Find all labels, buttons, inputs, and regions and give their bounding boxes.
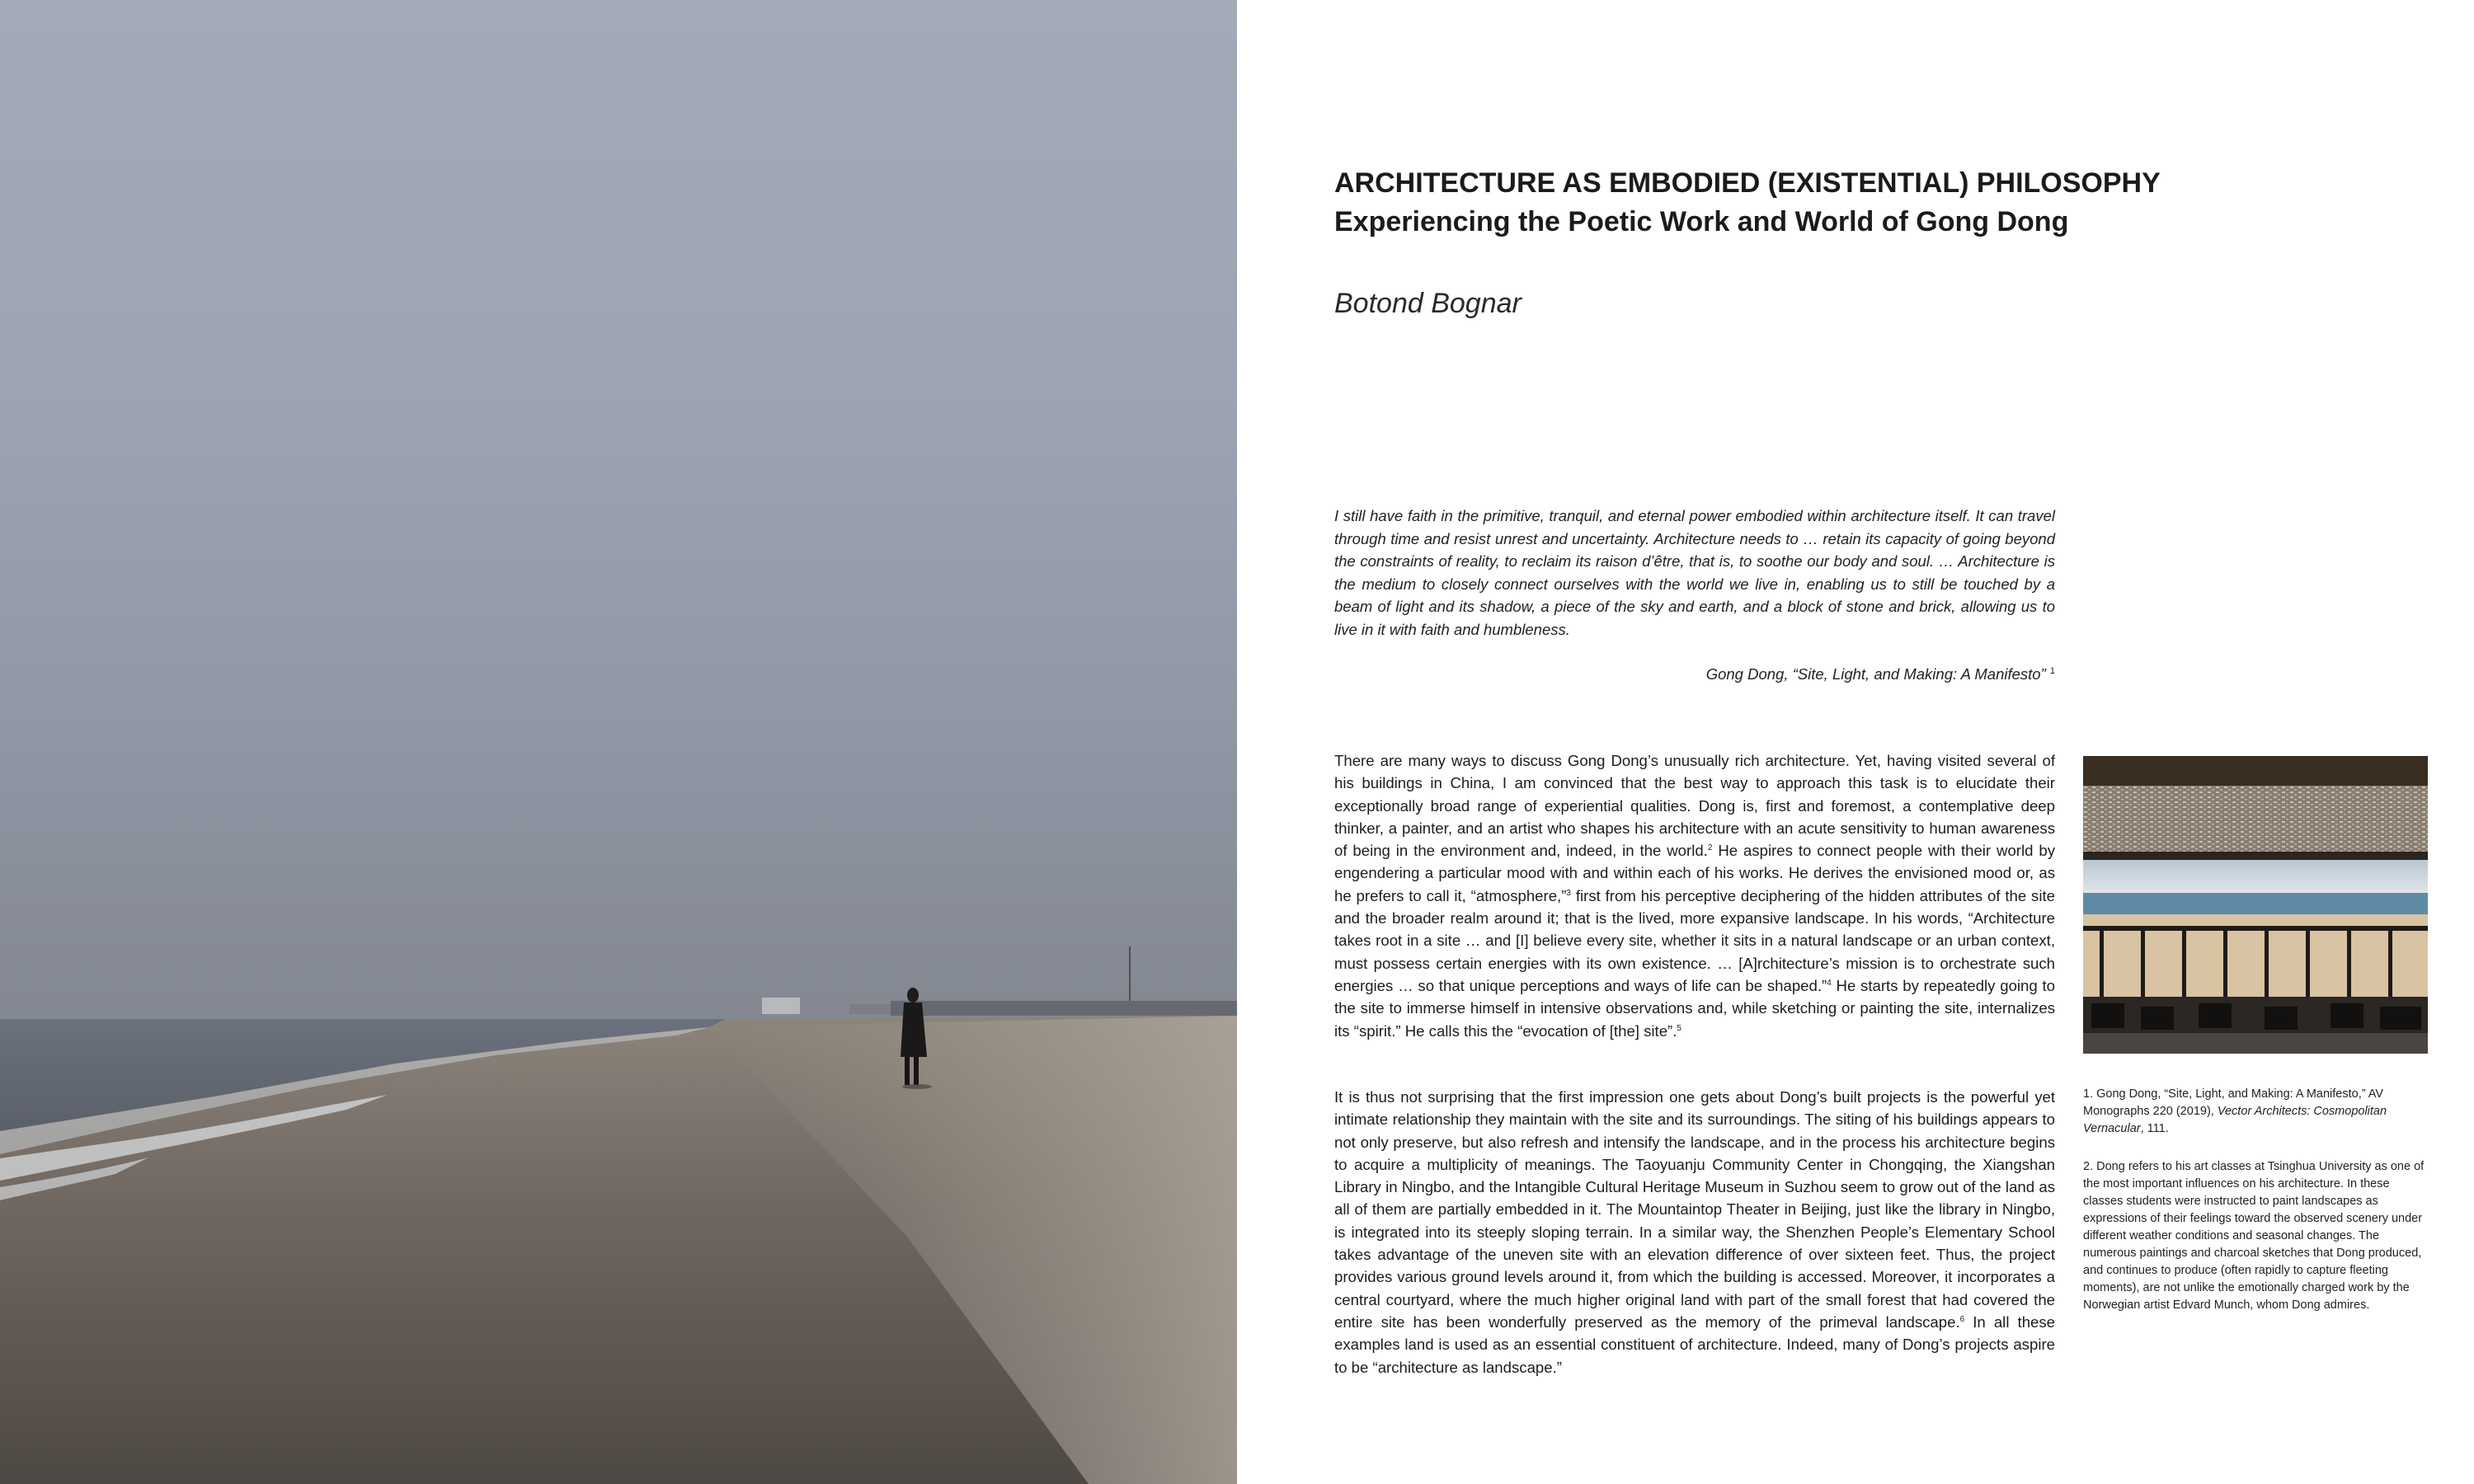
article-title: ARCHITECTURE AS EMBODIED (EXISTENTIAL) PHILOSOPHY (1334, 167, 2161, 199)
body-text-span: first from his perceptive deciphering of the hidden attributes of the site and the broader realm around it; that is the lived, more expansive landscape. In his words, “Architecture takes root in a site … and [I] believe every site, whether it sits in a natural landscape or an urban context, must possess certain energies with its own existence. … [A]rchitecture’s mission is to orchestrate such energies … so that unique perceptions and ways of life can be shaped.” (1334, 886, 2055, 994)
body-text-span: He starts by repeatedly going to the site to immerse himself in intensive observations and, while sketching or painting the site, internalizes its “spirit.” He calls this the “evocation of [the] site”. (1334, 976, 2055, 1040)
distant-treeline (891, 1001, 1237, 1016)
figure-shadow (902, 1084, 932, 1089)
sea-view (2083, 893, 2428, 914)
interior-scene (2083, 756, 2428, 1054)
body-text-span: He aspires to connect people with their world by engendering a particular mood with and within each of his works. He derives the envisioned mood or, as he prefers to call it, “atmosphere,” (1334, 842, 2055, 904)
lintel (2083, 852, 2428, 860)
body-paragraph-2 (1334, 1086, 2055, 1378)
epigraph-quote: I still have faith in the primitive, tranquil, and eternal power embodied within architecture itself. It can travel through time and resist unrest and uncertainty. Architecture needs to … retain its capacity of going beyond the constraints of reality, to reclaim its raison d’être, that is, to soothe our body and soul. … Architecture is the medium to closely connect ourselves with the world we live in, enabling us to still be touched by a beam of light and its shadow, a piece of the sky and earth, and a block of stone and brick, allowing us to live in it with faith and humbleness. (1334, 507, 2055, 638)
author-name: Botond Bognar (1334, 288, 1522, 319)
footnote-ref: 4 (1827, 978, 1832, 988)
interior-photograph (2083, 756, 2428, 1054)
footnote-text: , 111. (2140, 1122, 2169, 1135)
body-text-span: In all these examples land is used as an essential constituent of architecture. Indeed, many of Dong’s projects aspire to be “architecture as landscape.” (1334, 1313, 2056, 1376)
body-paragraph-1 (1334, 749, 2055, 1042)
footnote-1 (2083, 1086, 2428, 1138)
brick-screen (2083, 786, 2428, 852)
footnote-ref: 6 (1959, 1314, 1965, 1324)
window-frame (2083, 926, 2428, 931)
attribution-text: Gong Dong, “Site, Light, and Making: A Manifesto” (1705, 665, 2046, 683)
article-page (1237, 0, 2474, 1484)
ceiling (2083, 756, 2428, 786)
footnote-ref: 2 (1707, 843, 1713, 852)
floor-reflection (2083, 1033, 2428, 1054)
distant-building (762, 998, 800, 1014)
body-text-span: There are many ways to discuss Gong Dong’s unusually rich architecture. Yet, having visited several of his buildings in China, I am convinced that the best way to approach this task is to elucidate their exceptionally broad range of experiential qualities. Dong is, first and foremost, a contemplative deep thinker, a painter, and an artist who shapes his architecture with an acute sensitivity to human awareness of being in the environment and, indeed, in the world. (1334, 752, 2055, 860)
footnote-ref: 3 (1566, 888, 1571, 898)
footnote-text: 1. Gong Dong, “Site, Light, and Making: A Manifesto,” AV Monographs 220 (2019), (2083, 1087, 2384, 1118)
epigraph-attribution (1334, 660, 2055, 685)
body-text-span: It is thus not surprising that the first impression one gets about Dong’s built projects is the powerful yet intimate relationship they maintain with the site and its surroundings. The siting of his buildings appears to not only preserve, but also refresh and intensify the landscape, and in the process his architecture begins to acquire a multiplicity of meanings. The Taoyuanju Community Center in Chongqing, the Xiangshan Library in Ningbo, and the Intangible Cultural Heritage Museum in Suzhou seem to grow out of the land as all of them are partially embedded in it. The Mountaintop Theater in Beijing, just like the library in Ningbo, is integrated into its steeply sloping terrain. In a similar way, the Shenzhen People’s Elementary School takes advantage of the uneven site with an elevation difference of over sixteen feet. Thus, the project provides various ground levels around it, from which the building is accessed. Moreover, it incorporates a central courtyard, where the much higher original land with part of the small forest that had covered the entire site has been wonderfully preserved as the memory of the primeval landscape. (1334, 1088, 2055, 1331)
footnote-italic-title: Vector Architects: Cosmopolitan Vernacular (2083, 1105, 2387, 1135)
footnote-2: 2. Dong refers to his art classes at Tsinghua University as one of the most important influences on his architecture. In these classes students were instructed to paint landscapes as expressions of their feelings toward the observed scenery under different weather conditions and seasonal changes. The numerous paintings and charcoal sketches that Dong produced, and continues to produce (often rapidly to capture fleeting moments), are not unlike the emotionally charged work by the Norwegian artist Edvard Munch, whom Dong admires. (2083, 1160, 2425, 1312)
footnote-ref: 1 (2049, 666, 2055, 676)
article-subtitle: Experiencing the Poetic Work and World of Gong Dong (1334, 206, 2069, 237)
footnote-ref: 5 (1677, 1023, 1681, 1033)
sky-view (2083, 860, 2428, 893)
